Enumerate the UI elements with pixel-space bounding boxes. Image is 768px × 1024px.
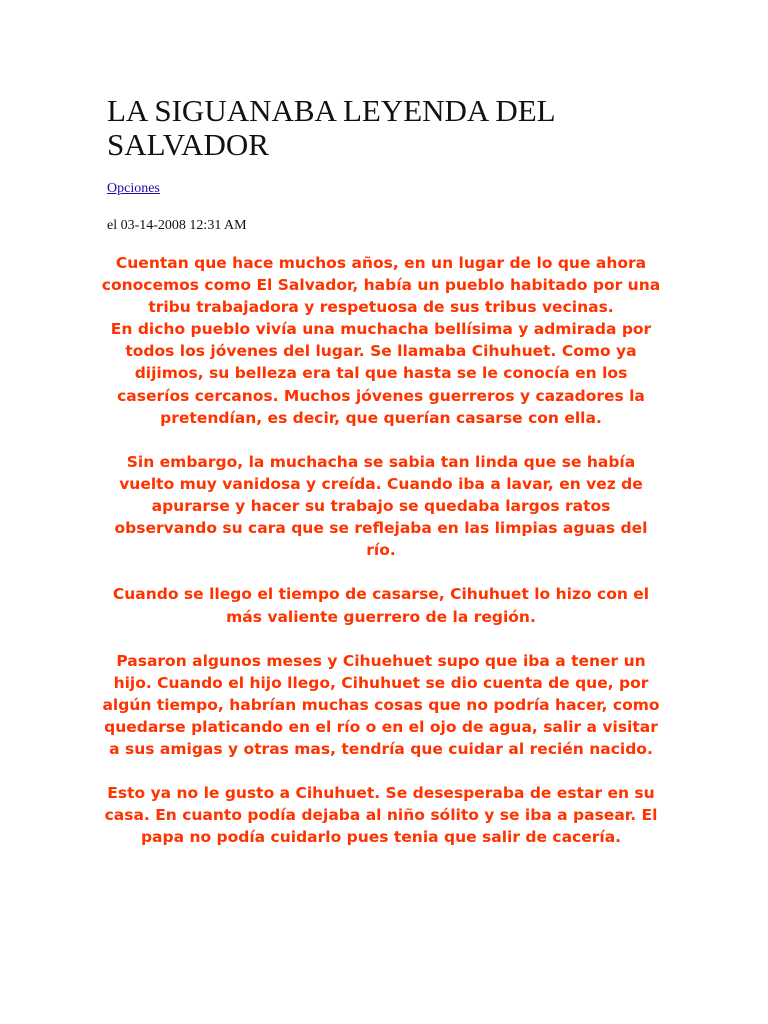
story-paragraph-4: Cuando se llego el tiempo de casarse, Cihuhuet lo hizo con el más valiente guerrero de la región. [112,585,650,626]
story-intro [100,252,662,429]
story-paragraph-2: En dicho pueblo vivía una muchacha bellísima y admirada por todos los jóvenes del lugar. Se llamaba Cihuhuet. Como ya dijimos, su belleza era tal que hasta se le conocía en los caseríos cercanos. Muchos jóvenes guerreros y cazadores la pretendían, es decir, que querían casarse con ella. [110,320,652,427]
options-link[interactable]: Opciones [107,181,160,196]
story-paragraph-1: Cuentan que hace muchos años, en un lugar de lo que ahora conocemos como El Salvador, había un pueblo habitado por una tribu trabajadora y respetuosa de sus tribus vecinas. [101,254,661,317]
story-paragraph-6: Esto ya no le gusto a Cihuhuet. Se desesperaba de estar en su casa. En cuanto podía dejaba al niño sólito y se iba a pasear. El papa no podía cuidarlo pues tenia que salir de cacería. [104,784,658,847]
story-paragraph-3: Sin embargo, la muchacha se sabia tan linda que se había vuelto muy vanidosa y creída. Cuando iba a lavar, en vez de apurarse y hacer su trabajo se quedaba largos ratos observando su cara que se reflejaba en las limpias aguas del río. [114,452,648,560]
page-title: LA SIGUANABA LEYENDA DEL SALVADOR [107,93,555,162]
story-paragraph-5: Pasaron algunos meses y Cihuehuet supo que iba a tener un hijo. Cuando el hijo llego, Cihuhuet se dio cuenta de que, por algún tiempo, habrían muchas cosas que no podría hacer, como quedarse platicando en el río o en el ojo de agua, salir a visitar a sus amigas y otras mas, tendría que cuidar al recién nacido. [102,651,660,759]
post-timestamp: el 03-14-2008 12:31 AM [107,218,247,233]
story-body [100,252,662,849]
